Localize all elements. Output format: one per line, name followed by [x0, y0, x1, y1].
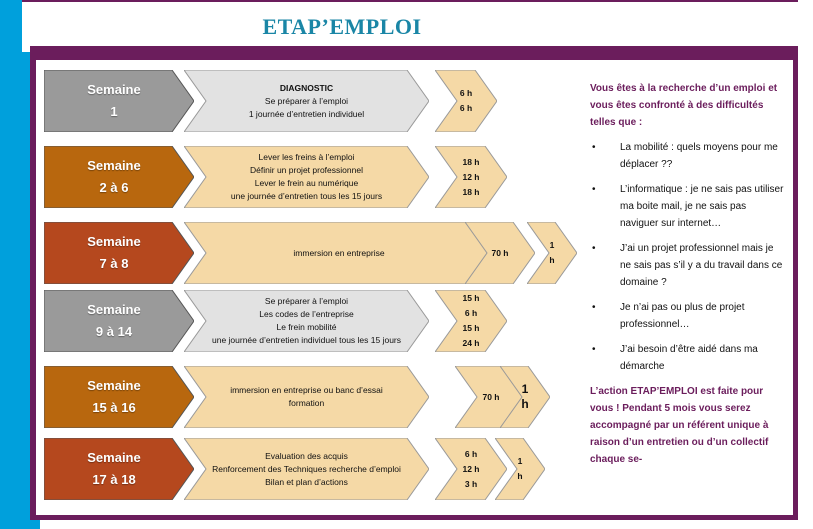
extra-hour-unit: h: [521, 397, 529, 411]
schedule-row: [44, 222, 584, 284]
week-word: Semaine: [87, 158, 141, 173]
schedule-row: [44, 290, 584, 352]
activity-text: [206, 70, 407, 132]
hours-value: 15 h: [462, 293, 480, 303]
schedule-row: [44, 70, 584, 132]
activity-line: immersion en entreprise: [293, 247, 385, 258]
extra-hour-unit: h: [517, 471, 523, 481]
schedule-row: [44, 146, 584, 208]
page-title: ETAP’EMPLOI: [262, 14, 422, 39]
hours-value: 6 h: [464, 448, 478, 459]
week-chevron: [44, 70, 194, 132]
week-range: 15 à 16: [92, 400, 136, 415]
extra-hour-number: 1: [521, 382, 529, 396]
week-chevron: [44, 366, 194, 428]
extra-hour-chevron: [495, 438, 545, 500]
week-range: 17 à 18: [92, 472, 136, 487]
hours-values: [445, 146, 497, 208]
activity-line: Définir un projet professionnel: [250, 165, 363, 175]
extra-hour-chevron: [527, 222, 577, 284]
hours-value: 70 h: [482, 391, 500, 402]
activity-line: formation: [288, 398, 325, 408]
activity-line: une journée d’entretien tous les 15 jours: [230, 191, 383, 201]
extra-hour-value: [509, 438, 531, 500]
week-chevron: [44, 290, 194, 352]
extra-hour-number: 1: [549, 240, 555, 250]
week-word: Semaine: [87, 302, 141, 317]
week-label: [44, 146, 184, 208]
week-range: 9 à 14: [95, 324, 133, 339]
week-word: Semaine: [87, 450, 141, 465]
extra-hour-chevron: [500, 366, 550, 428]
week-label: [44, 366, 184, 428]
activity-chevron: [184, 366, 429, 428]
hours-value: 6 h: [459, 88, 473, 98]
hours-value: 12 h: [462, 171, 480, 182]
header: [22, 0, 798, 52]
hours-chevron: [435, 146, 507, 208]
activity-text: [206, 146, 407, 208]
hours-value: 70 h: [491, 247, 509, 258]
list-item: • J’ai besoin d’être aidé dans ma démarche: [590, 341, 785, 375]
hours-value: 18 h: [462, 186, 480, 197]
activity-line: 1 journée d’entretien individuel: [248, 108, 365, 119]
hours-values: [445, 438, 497, 500]
week-range: 7 à 8: [99, 256, 129, 271]
hours-value: 12 h: [462, 463, 480, 474]
activity-chevron: [184, 290, 429, 352]
hours-chevron: [435, 290, 507, 352]
schedule-row: [44, 366, 584, 428]
activity-text: [206, 222, 472, 284]
activity-line: Le frein mobilité: [276, 322, 337, 332]
activity-line: Renforcement des Techniques recherche d’emploi: [212, 463, 401, 474]
activity-text: [206, 290, 407, 352]
hours-values: [475, 222, 525, 284]
activity-line: une journée d’entretien individuel tous les 15 jours: [211, 335, 401, 345]
activity-text: [206, 438, 407, 500]
activity-line: Se préparer à l’emploi: [264, 95, 349, 106]
list-item: • L’informatique : je ne sais pas utiliser ma boite mail, je ne sais pas naviguer sur internet…: [590, 181, 785, 232]
difficulty-list: [590, 139, 785, 375]
list-item: • La mobilité : quels moyens pour me déplacer ??: [590, 139, 785, 173]
hours-value: 6 h: [459, 103, 473, 113]
activity-line: DIAGNOSTIC: [279, 82, 334, 93]
activity-chevron: [184, 70, 429, 132]
week-chevron: [44, 146, 194, 208]
sidebar: [590, 80, 785, 478]
action-text: L’action ETAP’EMPLOI est faite pour vous ! Pendant 5 mois vous serez accompagné par un référent unique à raison d’un entretien ou d’un collectif chaque se-: [590, 386, 769, 465]
week-label: [44, 438, 184, 500]
extra-hour-value: [514, 366, 536, 428]
hours-values: [445, 70, 487, 132]
activity-line: Se préparer à l’emploi: [264, 296, 349, 306]
week-word: Semaine: [87, 82, 141, 97]
activity-line: Bilan et plan d’actions: [265, 476, 348, 487]
hours-values: [445, 290, 497, 352]
schedule-row: [44, 438, 584, 500]
hours-value: 18 h: [462, 156, 480, 167]
activity-chevron: [184, 222, 494, 284]
extra-hour-number: 1: [517, 456, 523, 466]
week-word: Semaine: [87, 234, 141, 249]
activity-chevron: [184, 438, 429, 500]
week-label: [44, 290, 184, 352]
sidebar-lead: Vous êtes à la recherche d’un emploi et vous êtes confronté à des difficultés telles que :: [590, 83, 778, 128]
hours-chevron: [465, 222, 535, 284]
week-range: 1: [110, 104, 118, 119]
week-label: [44, 70, 184, 132]
extra-hour-value: [541, 222, 563, 284]
list-item: • Je n’ai pas ou plus de projet professionnel…: [590, 299, 785, 333]
week-chevron: [44, 438, 194, 500]
hours-value: 15 h: [462, 323, 480, 333]
week-chevron: [44, 222, 194, 284]
week-word: Semaine: [87, 378, 141, 393]
hours-value: 24 h: [462, 338, 480, 348]
hours-chevron: [435, 70, 497, 132]
activity-line: Evaluation des acquis: [265, 450, 348, 461]
activity-text: [206, 366, 407, 428]
week-range: 2 à 6: [99, 180, 129, 195]
extra-hour-unit: h: [549, 255, 555, 265]
activity-line: Lever le frein au numérique: [254, 178, 359, 188]
hours-value: 3 h: [464, 478, 478, 489]
week-label: [44, 222, 184, 284]
activity-line: Lever les freins à l’emploi: [258, 152, 355, 162]
activity-line: Les codes de l’entreprise: [259, 309, 354, 319]
activity-line: immersion en entreprise ou banc d’essai: [230, 385, 383, 395]
activity-chevron: [184, 146, 429, 208]
list-item: • J’ai un projet professionnel mais je ne sais pas s’il y a du travail dans ce domaine ?: [590, 240, 785, 291]
hours-value: 6 h: [464, 308, 478, 318]
